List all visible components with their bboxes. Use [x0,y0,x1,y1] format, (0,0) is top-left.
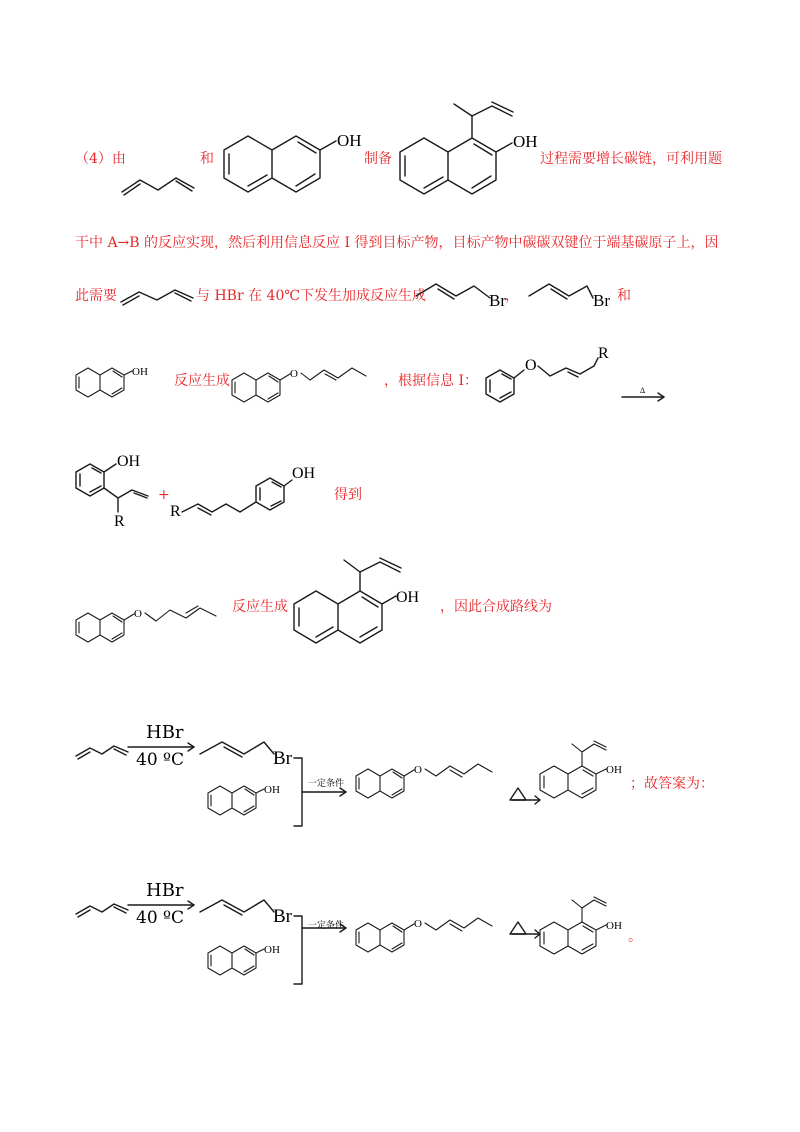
target-product-structure [536,888,646,968]
text-react2: 反应生成 [232,599,288,615]
oh-label: OH [264,784,280,796]
naphthyl-crotyl-ether-structure [72,588,232,648]
text-line3a: 此需要 [75,288,117,304]
o-label: O [414,918,422,930]
naphthyl-crotyl-ether-structure [228,356,378,406]
text-info: ，根据信息 I： [384,373,478,389]
r-label: R [114,513,125,530]
text-line2: 干中 A→B 的反应实现，然后利用信息反应 I 得到目标产物，目标产物中碳碳双键位于端基碳原子上，因 [75,235,719,251]
bracket-line [292,756,352,836]
o-label: O [525,357,537,374]
scheme-reagent: HBr [146,722,184,743]
text-plus: + [158,487,170,503]
naphthol-structure [204,780,294,820]
text-answer-tail: ；故答案为： [630,776,714,792]
text-and2: 和 [617,288,631,304]
phenyl-allyl-ether-structure [480,345,630,410]
oh-label: OH [264,944,280,956]
naphthol-structure [72,362,162,402]
naphthol-structure [204,940,294,980]
oh-label: OH [606,764,622,776]
text-react: 反应生成 [174,373,230,389]
br-label: Br [489,291,506,310]
naphthyl-crotyl-ether-structure [352,752,502,802]
delta-label: Δ [640,386,646,395]
oh-label: OH [292,465,316,482]
target-product-structure [536,732,646,812]
scheme-condition: 40 ºC [136,750,185,770]
oh-label: OH [117,453,141,470]
o-label: O [414,764,422,776]
text-line3b: 与 HBr 在 40℃下发生加成反应生成 [196,288,427,304]
text-route: ，因此合成路线为 [440,599,552,615]
text-and: 和 [200,151,214,167]
butadiene-structure [117,282,197,306]
br-label: Br [273,748,292,769]
heat-arrow [620,386,670,406]
br-label: Br [593,291,610,310]
text-make: 制备 [364,151,392,167]
oh-label: OH [606,920,622,932]
crotyl-bromide-structure [525,276,617,308]
text-get: 得到 [334,487,362,503]
target-product-structure [288,548,448,652]
text-rest: 过程需要增长碳链，可利用题 [540,151,722,167]
oh-label: OH [132,366,148,378]
scheme-cond2: 一定条件 [308,779,345,789]
crotyl-bromide-structure [412,276,504,308]
butadiene-structure [72,738,132,762]
naphthyl-crotyl-ether-structure [352,906,502,956]
butadiene-structure [118,168,198,198]
naphthol-structure [216,128,366,198]
text-prefix: （4）由 [75,151,126,167]
crotyl-bromide-structure [196,732,292,769]
o-label: O [290,368,298,380]
scheme-cond2: 一定条件 [308,921,345,931]
o-label: O [134,608,142,620]
r-label: R [170,503,181,520]
scheme-condition: 40 ºC [136,908,185,928]
oh-label: OH [396,589,420,606]
text-comma: ， [505,288,519,304]
scheme-reagent: HBr [146,880,184,901]
oh-label: OH [513,132,538,151]
crotyl-bromide-structure [196,890,292,927]
target-product-structure [392,88,552,200]
para-substituted-phenol-structure [168,452,328,532]
oh-label: OH [337,131,362,150]
text-end: 。 [628,929,642,945]
butadiene-structure [72,896,132,920]
r-label: R [598,345,609,362]
br-label: Br [273,906,292,927]
